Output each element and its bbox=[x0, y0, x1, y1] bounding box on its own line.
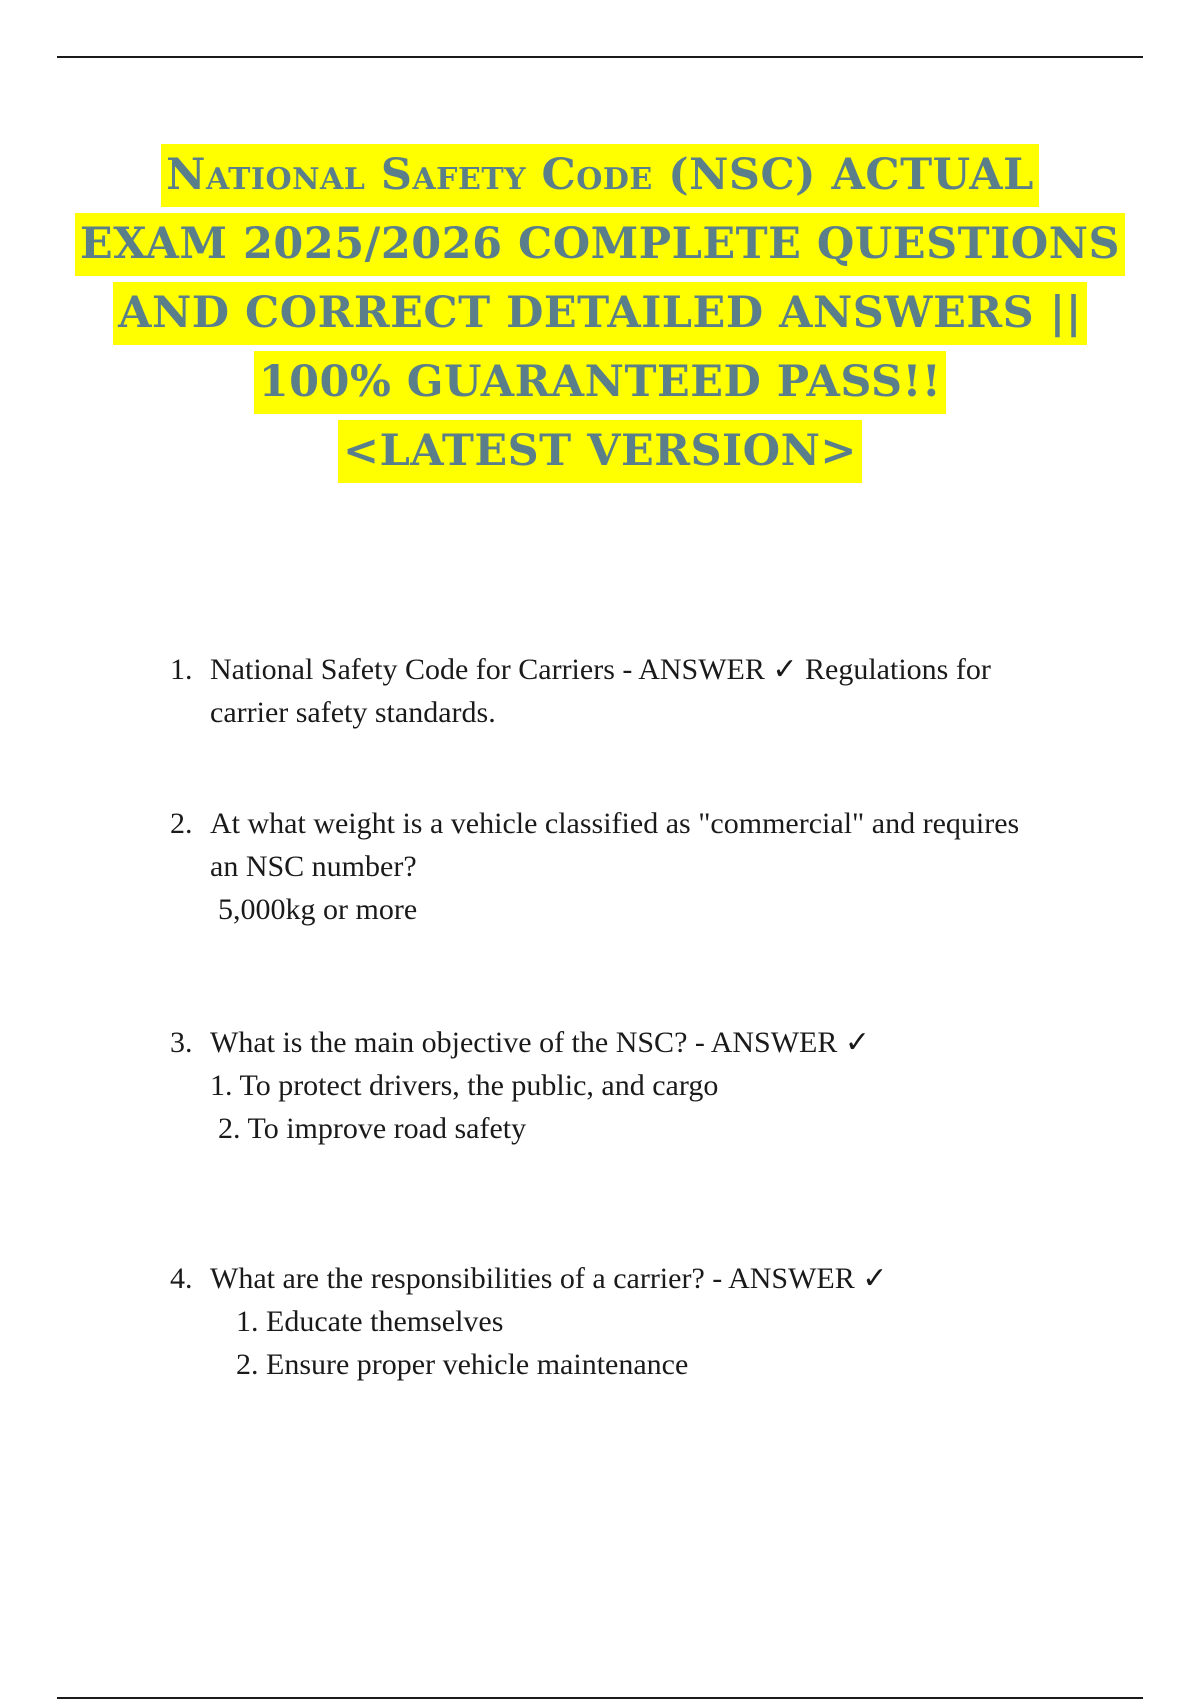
answer-point-2: 2. To improve road safety bbox=[218, 1112, 527, 1145]
answer-point-1: 1. Educate themselves bbox=[236, 1305, 504, 1338]
question-text: What is the main objective of the NSC? - ANSWER ✓ bbox=[210, 1026, 871, 1059]
answer-text: carrier safety standards. bbox=[210, 696, 496, 729]
question-item-4 bbox=[170, 1257, 1100, 1386]
bottom-rule bbox=[57, 1697, 1143, 1699]
question-item-1 bbox=[170, 648, 1100, 734]
title-line-1 bbox=[60, 144, 1140, 207]
title-line-4-text: 100% GUARANTEED PASS!! bbox=[254, 351, 947, 414]
document-title bbox=[60, 144, 1140, 483]
title-line-2 bbox=[60, 213, 1140, 276]
question-item-3 bbox=[170, 1021, 1100, 1150]
question-item-2 bbox=[170, 802, 1100, 931]
question-text: What are the responsibilities of a carrier? - ANSWER ✓ bbox=[210, 1262, 888, 1295]
answer-point-2: 2. Ensure proper vehicle maintenance bbox=[236, 1348, 689, 1381]
title-line-1-text: National Safety Code (NSC) ACTUAL bbox=[161, 144, 1039, 207]
answer-point-1: 1. To protect drivers, the public, and cargo bbox=[210, 1069, 719, 1102]
question-number: 2. bbox=[170, 807, 193, 840]
question-list bbox=[170, 648, 1100, 1386]
question-text: National Safety Code for Carriers - ANSWER ✓ Regulations for bbox=[210, 653, 991, 686]
title-line-3 bbox=[60, 282, 1140, 345]
question-number: 1. bbox=[170, 653, 193, 686]
question-number: 4. bbox=[170, 1262, 193, 1295]
question-number: 3. bbox=[170, 1026, 193, 1059]
title-line-2-text: EXAM 2025/2026 COMPLETE QUESTIONS bbox=[75, 213, 1125, 276]
title-line-3-text: AND CORRECT DETAILED ANSWERS || bbox=[113, 282, 1087, 345]
top-rule bbox=[57, 56, 1143, 58]
title-line-4 bbox=[60, 351, 1140, 414]
version-line bbox=[60, 420, 1140, 483]
question-text: At what weight is a vehicle classified as "commercial" and requires bbox=[210, 807, 1020, 840]
question-text-continued: an NSC number? bbox=[210, 850, 417, 883]
version-label: <LATEST VERSION> bbox=[338, 420, 862, 483]
answer-text: 5,000kg or more bbox=[218, 893, 418, 926]
